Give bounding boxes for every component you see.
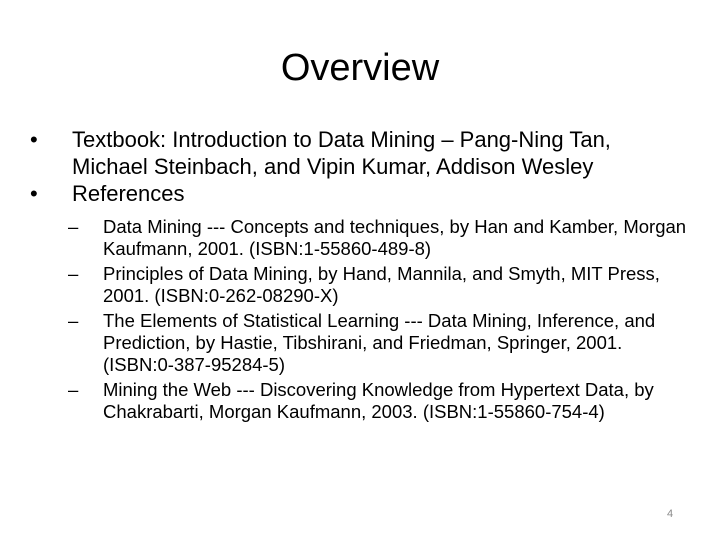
bullet-text: Textbook: Introduction to Data Mining – Pang-Ning Tan, Michael Steinbach, and Vipin Kumar, Addison Wesley (72, 127, 611, 179)
reference-text: Data Mining --- Concepts and techniques, by Han and Kamber, Morgan Kaufmann, 2001. (ISBN:1-55860-489-8) (103, 216, 687, 259)
bullet-textbook (30, 126, 690, 180)
bullet-references (30, 180, 690, 207)
reference-item (30, 379, 690, 423)
sub-bullet-marker: – (68, 310, 79, 331)
bullet-marker: • (30, 181, 38, 206)
reference-text: Mining the Web --- Discovering Knowledge from Hypertext Data, by Chakrabarti, Morgan Kaufmann, 2003. (ISBN:1-55860-754-4) (103, 379, 654, 422)
reference-item (30, 216, 690, 260)
reference-text: Principles of Data Mining, by Hand, Mannila, and Smyth, MIT Press, 2001. (ISBN:0-262-08290-X) (103, 263, 660, 306)
slide-title: Overview (280, 47, 440, 89)
page-number: 4 (667, 508, 674, 520)
slide-content (30, 126, 690, 426)
bullet-marker: • (30, 127, 38, 152)
sub-bullet-marker: – (68, 263, 79, 284)
bullet-text: References (72, 181, 185, 206)
reference-text: The Elements of Statistical Learning --- Data Mining, Inference, and Prediction, by Hastie, Tibshirani, and Friedman, Springer, 2001. (ISBN:0-387-95284-5) (103, 310, 656, 375)
sub-bullet-marker: – (68, 216, 79, 237)
sub-bullet-marker: – (68, 379, 79, 400)
reference-item (30, 263, 690, 307)
reference-item (30, 310, 690, 376)
references-list (30, 216, 690, 423)
